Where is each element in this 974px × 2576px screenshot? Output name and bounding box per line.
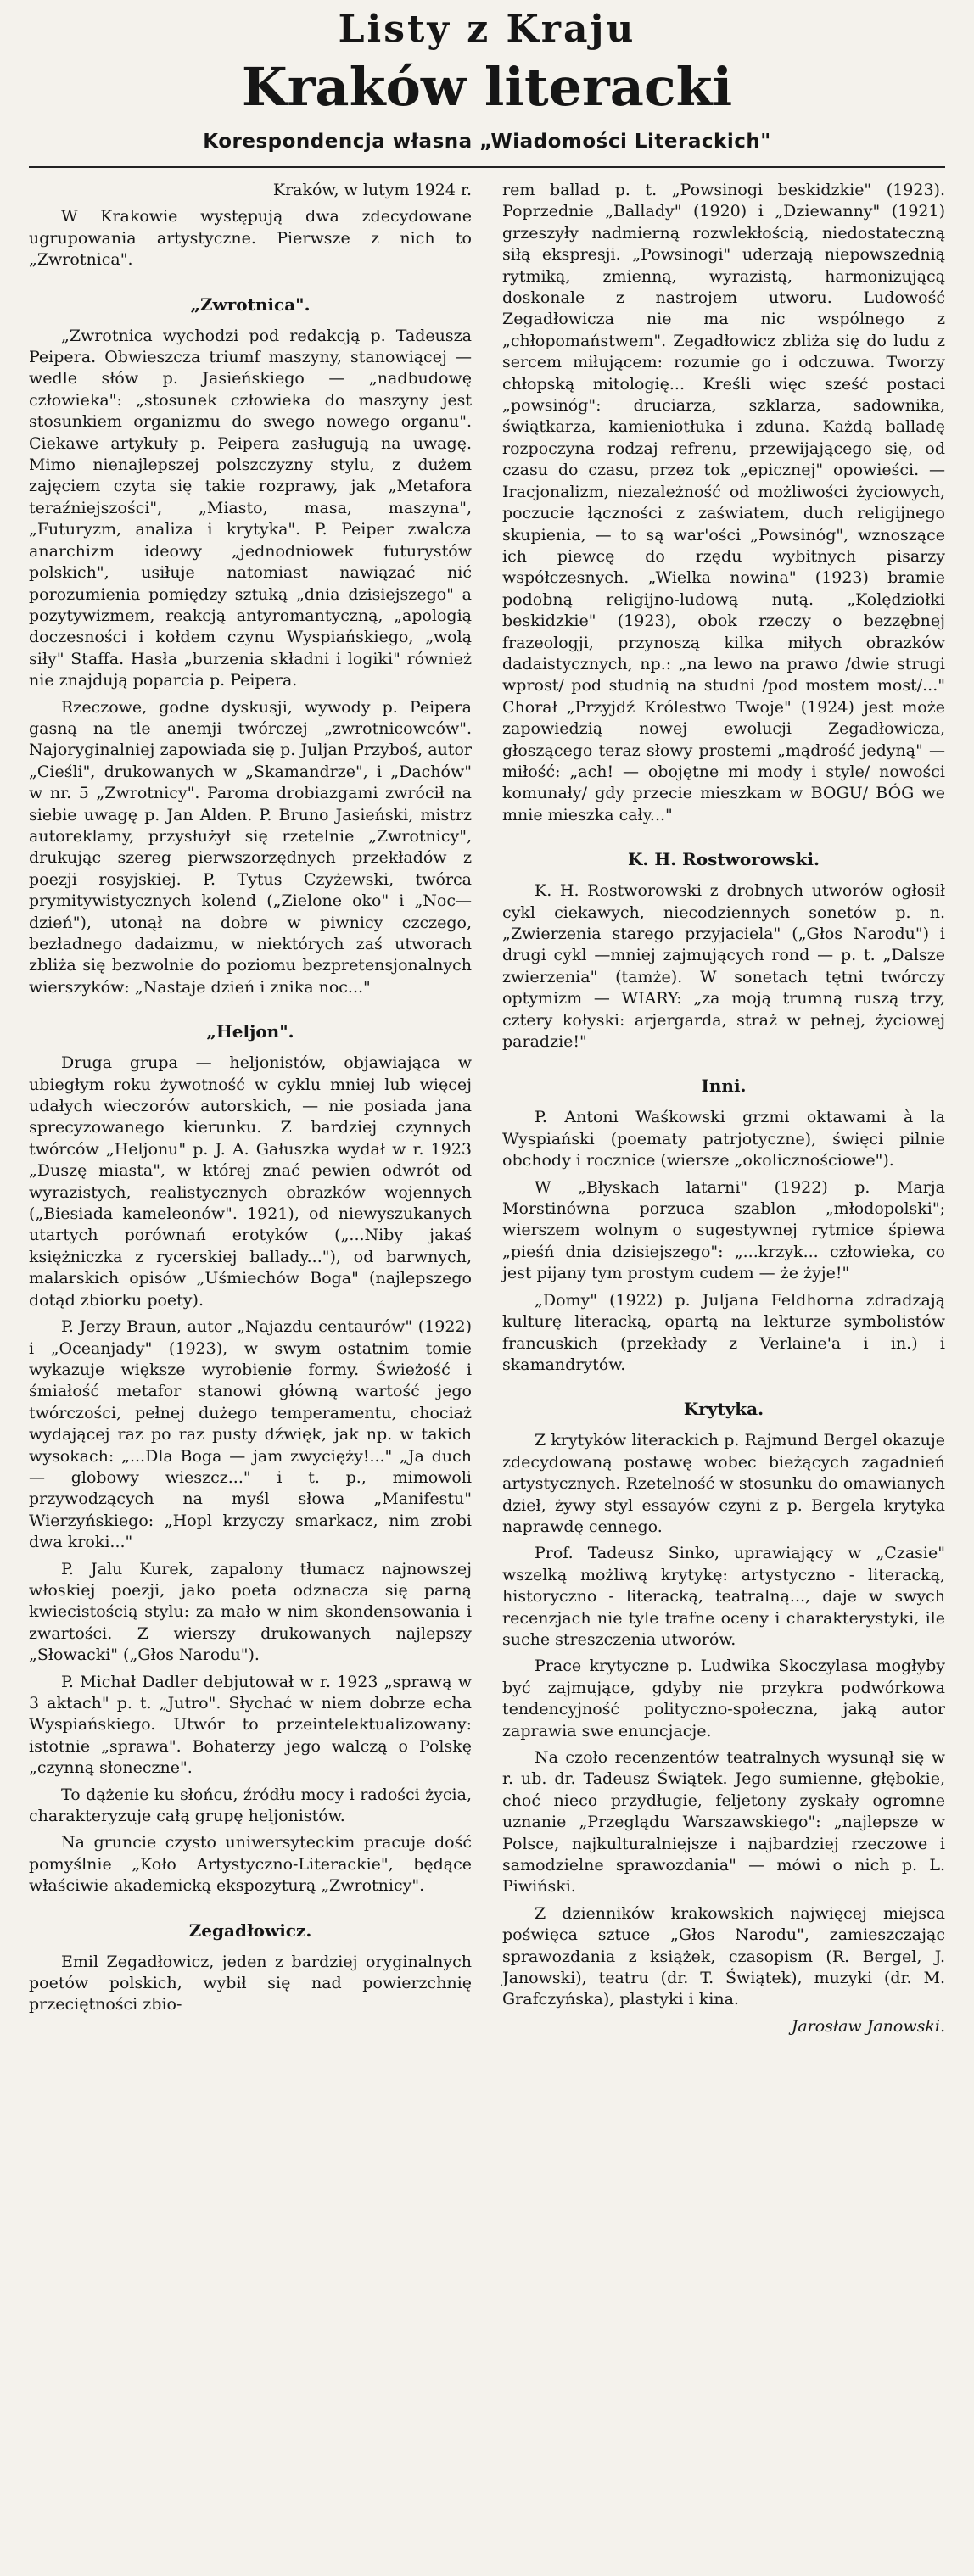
- left-column: [29, 180, 472, 2021]
- section-title-rostworowski: K. H. Rostworowski.: [628, 849, 820, 870]
- section-title-inni: Inni.: [701, 1076, 747, 1097]
- section-title-krytyka: Krytyka.: [683, 1399, 764, 1420]
- paragraph: „Domy" (1922) p. Juljana Feldhorna zdradzają kulturę literacką, opartą na lekturze symbolistów francuskich (przekłady z Verlaine'a i in.) i skamandrytów.: [502, 1290, 945, 1374]
- intro-paragraph: W Krakowie występują dwa zdecydowane ugrupowania artystyczne. Pierwsze z nich to „Zwrotnica".: [29, 207, 472, 270]
- section-title-zegadlowicz: Zegadłowicz.: [188, 1919, 312, 1941]
- header-divider: [29, 166, 945, 168]
- right-column: [502, 180, 945, 2037]
- paragraph: Rzeczowe, godne dyskusji, wywody p. Peipera gasną na tle anemji twórczej „zwrotnicowców". Najoryginalniej zapowiada się p. Juljan Przyboś, autor „Cieśli", drukowanych w „Skamandrze", i „Dachów" w nr. 5 „Zwrotnicy". Paroma drobiazgami zwrócił na siebie uwagę p. Jan Alden. P. Bruno Jasieński, mistrz autoreklamy, przysłużył się rzetelnie „Zwrotnicy", drukując szereg pierwszorzędnych przekładów z poezji rosyjskiej. P. Tytus Czyżewski, twórca prymitywistycznych kolend („Zielone oko" i „Noc—dzień"), utonął na dobre w piwnicy czczego, bezładnego dadaizmu, w niektórych zaś utworach zbliża się bezwolnie do poziomu bezpretensjonalnych wierszyków: „Nastaje dzień i znika noc...": [29, 697, 472, 997]
- section-title-heljon: „Heljon".: [206, 1021, 294, 1042]
- paragraph: Druga grupa — heljonistów, objawiająca w ubiegłym roku żywotność w cyklu mniej lub więcej udałych wieczorów autorskich, — nie posiada jana sprecyzowanego kierunku. Z bardziej czynnych twórców „Heljonu" p. J. A. Gałuszka wydał w r. 1923 „Duszę miasta", w której znać pewien odwrót od wyrazistych, realistycznych obrazków wojennych („Biesiada kameleonów". 1921), od niewyszukanych utartych porównań erotyków („...Niby jakaś księżniczka z rycerskiej ballady..."), od barwnych, malarskich opisów „Uśmiechów Boga" (najlepszego dotąd zbiorku poety).: [29, 1053, 472, 1310]
- article-headline: Kraków literacki: [241, 56, 733, 118]
- paragraph: „Zwrotnica wychodzi pod redakcją p. Tadeusza Peipera. Obwieszcza triumf maszyny, stanowiącej — wedle słów p. Jasieńskiego — „nadbudowę człowieka": „stosunek człowieka do maszyny jest stosunkiem organizmu do swego nowego organu". Ciekawe artykuły p. Peipera zasługują na uwagę. Mimo nienajlepszej polszczyzny stylu, z dużem zajęciem czyta się takie rozprawy, jak „Metafora teraźniejszości", „Miasto, masa, maszyna", „Futuryzm, analiza i krytyka". P. Peiper zwalcza anarchizm ideowy „jednodniowek futurystów polskich", usiłuje natomiast nawiązać nić porozumienia pomiędzy sztuką „dnia dzisiejszego" a pozytywizmem, reakcją antyromantyczną, „apologią doczesności i kołdem czynu Wyspiańskiego, „wolą siły" Staffa. Hasła „burzenia składni i logiki" również nie znajdują poparcia p. Peipera.: [29, 326, 472, 690]
- paragraph: P. Michał Dadler debjutował w r. 1923 „sprawą w 3 aktach" p. t. „Jutro". Słychać w niem dobrze echa Wyspiańskiego. Utwór to przeintelektualizowany: istotnie „sprawa". Bohaterzy jego walczą o Polskę „czynną słoneczne".: [29, 1672, 472, 1778]
- article-header: [29, 7, 945, 154]
- paragraph: W „Błyskach latarni" (1922) p. Marja Morstinówna porzuca szablon „młodopolski"; wierszem wolnym o sugestywnej rytmice śpiewa „pieśń dnia dzisiejszego": „...krzyk... człowieka, co jest pijany tym prostym cudem — że żyje!": [502, 1177, 945, 1283]
- dateline: Kraków, w lutym 1924 r.: [272, 181, 472, 199]
- paragraph: P. Jalu Kurek, zapalony tłumacz najnowszej włoskiej poezji, jako poeta odznacza się parną kwiecistością stylu: za mało w nim skondensowania i zwartości. Z wierszy drukowanych najlepszy „Słowacki" („Głos Narodu").: [29, 1559, 472, 1665]
- paragraph: To dążenie ku słońcu, źródłu mocy i radości życia, charakteryzuje całą grupę heljonistów.: [29, 1785, 472, 1826]
- author-signature: Jarosław Janowski.: [791, 2016, 945, 2036]
- paragraph: Emil Zegadłowicz, jeden z bardziej oryginalnych poetów polskich, wybił się nad powierzchnię przeciętności zbio-: [29, 1952, 472, 2014]
- paragraph: Prof. Tadeusz Sinko, uprawiający w „Czasie" wszelką możliwą krytykę: artystyczno - literacką, historyczno - literacką, teatralną..., daje w swych recenzjach nie tyle trafne oceny i charakterystyki, ile suche streszczenia utworów.: [502, 1544, 945, 1649]
- paragraph: Prace krytyczne p. Ludwika Skoczylasa mogłyby być zajmujące, gdyby nie przykra podwórkowa tendencyjność polityczno-społeczna, jaką autor zaprawia swe enuncjacje.: [502, 1657, 945, 1741]
- paragraph: P. Antoni Waśkowski grzmi oktawami à la Wyspiański (poematy patrjotyczne), święci pilnie obchody i rocznice (wiersze „okolicznościowe").: [502, 1108, 945, 1171]
- article-columns: [29, 180, 945, 2037]
- section-title-zwrotnica: „Zwrotnica".: [190, 293, 311, 315]
- paragraph-continued: rem ballad p. t. „Powsinogi beskidzkie" (1923). Poprzednie „Ballady" (1920) i „Dziewanny" (1921) grzeszyły nadmierną rozwlekłością, niedostateczną siłą ekspresji. „Powsinogi" uderzają niepowszednią rytmiką, zmienną, wyrazistą, harmonizującą doskonale z nastrojem utworu. Ludowość Zegadłowicza nie ma nic wspólnego z „chłopomaństwem". Zegadłowicz zbliża się do ludu z sercem miłującem: rozumie go i odczuwa. Tworzy chłopską mitologię... Kreśli więc sześć postaci „powsinóg": druciarza, szklarza, sadownika, świątkarza, kamieniotłuka i zduna. Każdą balladę rozpoczyna rodzaj refrenu, przewijającego się, od czasu do czasu, przez tok „epicznej" opowieści. — Iracjonalizm, niezależność od możliwości życiowych, poczucie łączności z zaświatem, duch religijnego skupienia, — to są war'ości „Powsinóg", wznoszące ich piewcę do rzędu wybitnych pisarzy współczesnych. „Wielka nowina" (1923) bramie podobną religijno-ludową nutą. „Kolędziołki beskidzkie" (1923), obok rzeczy o bezzębnej frazeologji, przynoszą kilka miłych obrazków dadaistycznych, np.: „na lewo na prawo /dwie strugi wprost/ pod studnią na studni /pod mostem most/..." Chorał „Przyjdź Królestwo Twoje" (1924) jest może zapowiedzią nowej ewolucji Zegadłowicza, głoszącego teraz słowy prostemi „mądrość jedyną" — miłość: „ach! — obojętne mi mody i style/ nowości komunały/ gdy przecie mieszkam w BOGU/ BÓG we mnie mieszka cały...": [502, 181, 945, 824]
- paragraph: P. Jerzy Braun, autor „Najazdu centaurów" (1922) i „Oceanjady" (1923), w swym ostatnim tomie wykazuje większe wyrobienie formy. Świeżość i śmiałość metafor stanowi główną wartość jego twórczości, pełnej dużego temperamentu, chociaż wydającej raz po raz pusty dźwięk, jak np. w takich wysokach: „...Dla Boga — jam zwycięży!..." „Ja duch — globowy wieszcz..." i t. p., mimowoli przywodzących na myśl słowa „Manifestu" Wierzyńskiego: „Hopl krzyczy smarkacz, nim zrobi dwa kroki...": [29, 1317, 472, 1552]
- paragraph: Z dzienników krakowskich najwięcej miejsca poświęca sztuce „Głos Narodu", zamieszczając sprawozdania z książek, czasopism (R. Bergel, J. Janowski), teatru (dr. T. Świątek), muzyki (dr. M. Grafczyńska), plastyki i kina.: [502, 1903, 945, 2009]
- paragraph: Z krytyków literackich p. Rajmund Bergel okazuje zdecydowaną postawę wobec bieżących zagadnień artystycznych. Rzetelność w stosunku do omawianych dzieł, żywy styl essayów czyni z p. Bergela krytyka naprawdę cennego.: [502, 1431, 945, 1536]
- section-kicker: Listy z Kraju: [338, 8, 636, 51]
- paragraph: K. H. Rostworowski z drobnych utworów ogłosił cykl ciekawych, niecodziennych sonetów p. n. „Zwierzenia starego przyjaciela" („Głos Narodu") i drugi cykl —mniej zajmujących rond — p. t. „Dalsze zwierzenia" (tamże). W sonetach tętni twórczy optymizm — WIARY: „za moją trumną ruszą trzy, cztery kołyski: arjergarda, straż w pełnej, życiowej paradzie!": [502, 881, 945, 1052]
- article-byline: Korespondencja własna „Wiadomości Literackich": [203, 131, 771, 153]
- paragraph: Na gruncie czysto uniwersyteckim pracuje dość pomyślnie „Koło Artystyczno-Literackie", będące właściwie akademicką ekspozyturą „Zwrotnicy".: [29, 1833, 472, 1896]
- paragraph: Na czoło recenzentów teatralnych wysunął się w r. ub. dr. Tadeusz Świątek. Jego sumienne, głębokie, choć nieco przydługie, feljetony zyskały ogromne uznanie „Przeglądu Warszawskiego": „najlepsze w Polsce, najkulturalniejsze i najbardziej rzeczowe i samodzielne sprawozdania" — mówi o nich p. L. Piwiński.: [502, 1748, 945, 1897]
